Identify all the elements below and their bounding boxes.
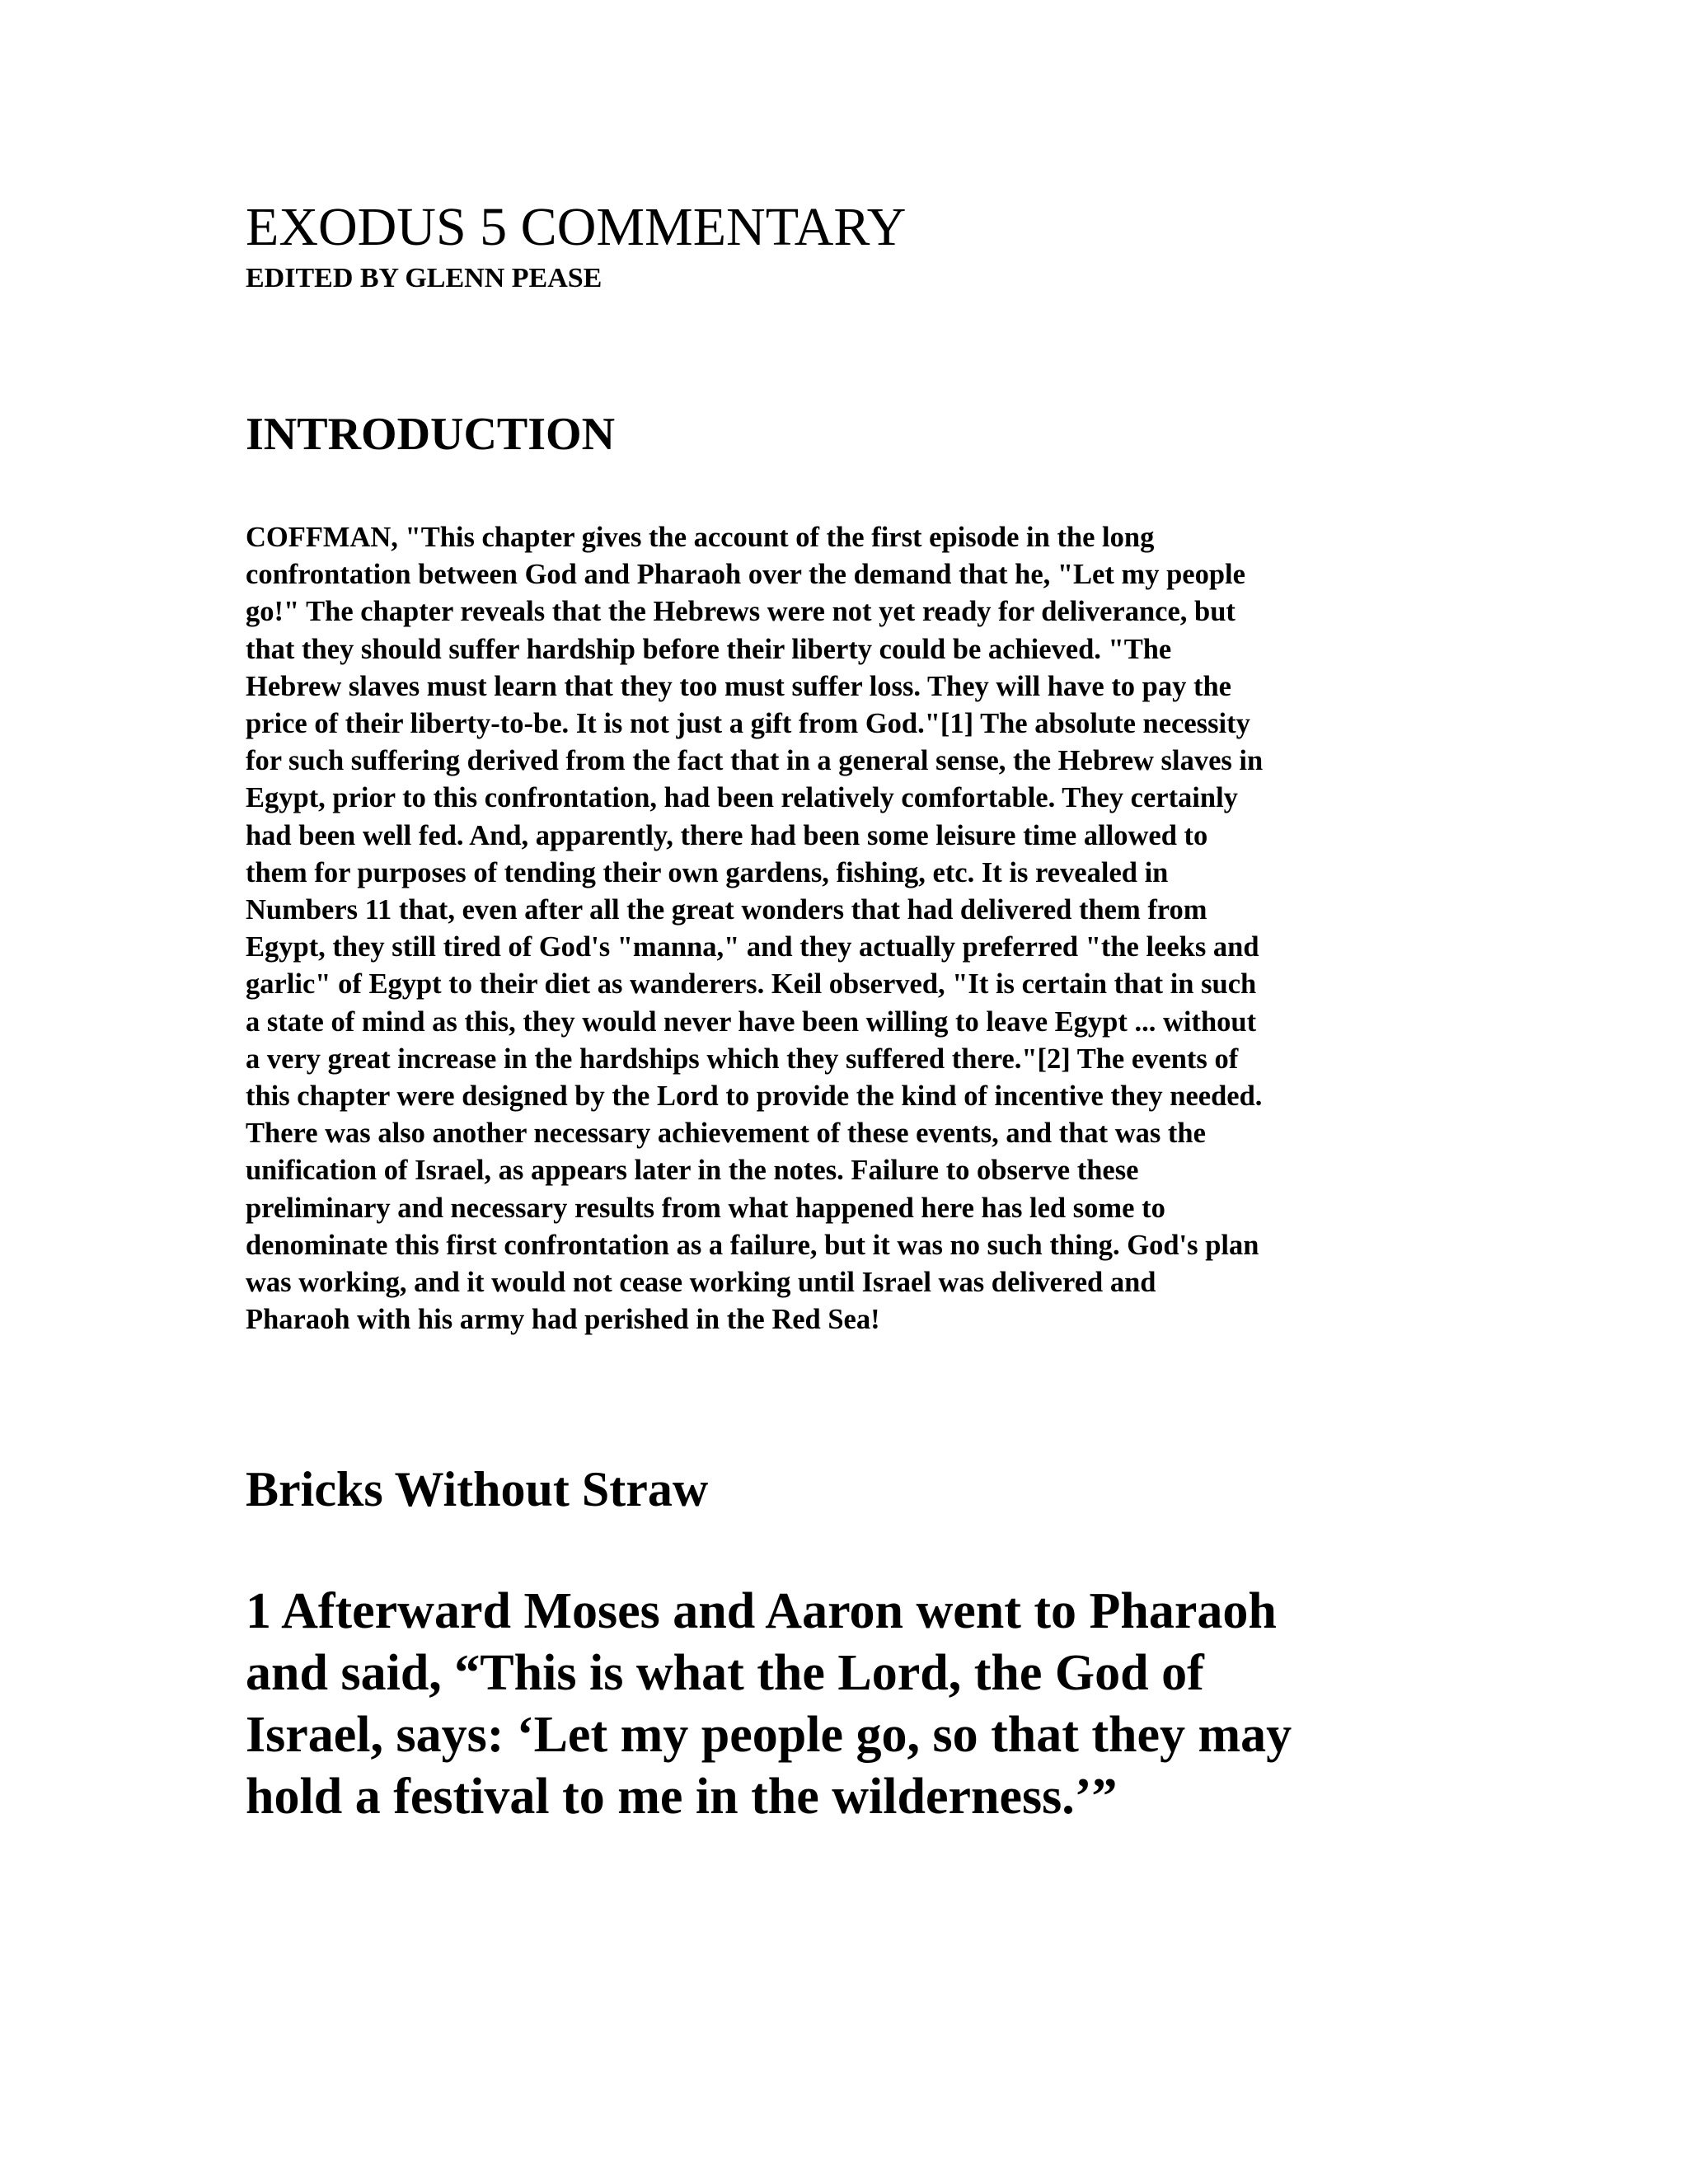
intro-line: preliminary and necessary results from what happened here has led some to (246, 1192, 1165, 1224)
verse-line: Israel, says: ‘Let my people go, so that they may (246, 1707, 1292, 1763)
intro-line: COFFMAN, "This chapter gives the account of the first episode in the long (246, 522, 1155, 553)
intro-line: unification of Israel, as appears later in the notes. Failure to observe these (246, 1155, 1139, 1187)
intro-line: Pharaoh with his army had perished in the Red Sea! (246, 1304, 880, 1336)
document-title: EXODUS 5 COMMENTARY (246, 197, 907, 257)
intro-line: denominate this first confrontation as a failure, but it was no such thing. God's plan (246, 1229, 1259, 1261)
verse-line: and said, “This is what the Lord, the God of (246, 1645, 1204, 1701)
intro-line: garlic" of Egypt to their diet as wanderers. Keil observed, "It is certain that in such (246, 968, 1257, 1001)
intro-line: a state of mind as this, they would never have been willing to leave Egypt ... without (246, 1005, 1257, 1038)
section-heading-introduction: INTRODUCTION (246, 409, 616, 460)
intro-line: was working, and it would not cease working until Israel was delivered and (246, 1267, 1156, 1299)
intro-line: Egypt, prior to this confrontation, had been relatively comfortable. They certainly (246, 782, 1238, 814)
intro-line: There was also another necessary achievement of these events, and that was the (246, 1118, 1206, 1150)
document-subtitle: EDITED BY GLENN PEASE (246, 263, 603, 293)
intro-line: this chapter were designed by the Lord to provide the kind of incentive they needed. (246, 1080, 1263, 1113)
intro-line: a very great increase in the hardships which they suffered there."[2] The events of (246, 1043, 1239, 1075)
intro-line: Hebrew slaves must learn that they too must suffer loss. They will have to pay the (246, 670, 1231, 702)
intro-line: that they should suffer hardship before their liberty could be achieved. "The (246, 633, 1172, 665)
verse-line: 1 Afterward Moses and Aaron went to Pharaoh (246, 1583, 1277, 1639)
verse-line: hold a festival to me in the wilderness.’” (246, 1769, 1118, 1825)
verse-1 (246, 1581, 1482, 1828)
intro-line: had been well fed. And, apparently, there had been some leisure time allowed to (246, 819, 1208, 851)
intro-line: them for purposes of tending their own gardens, fishing, etc. It is revealed in (246, 856, 1169, 888)
section-heading-bricks-without-straw: Bricks Without Straw (246, 1462, 709, 1516)
intro-line: Egypt, they still tired of God's "manna," and they actually preferred "the leeks and (246, 931, 1259, 963)
intro-line: price of their liberty-to-be. It is not just a gift from God."[1] The absolute necessity (246, 708, 1250, 740)
introduction-paragraph (246, 519, 1449, 1338)
intro-line: for such suffering derived from the fact that in a general sense, the Hebrew slaves in (246, 745, 1264, 777)
intro-line: Numbers 11 that, even after all the great wonders that had delivered them from (246, 894, 1207, 926)
intro-line: confrontation between God and Pharaoh over the demand that he, "Let my people (246, 559, 1245, 591)
intro-line: go!" The chapter reveals that the Hebrews were not yet ready for deliverance, but (246, 596, 1236, 628)
